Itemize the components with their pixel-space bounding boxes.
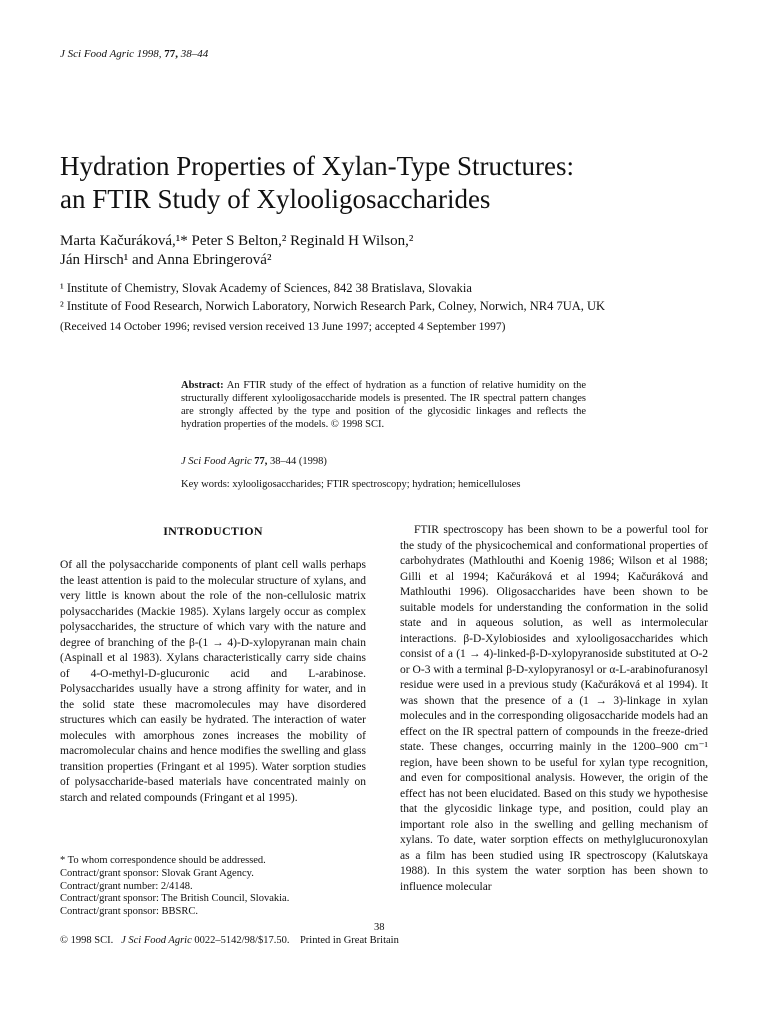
- authors-line-2: Ján Hirsch¹ and Anna Ebringerová²: [60, 252, 272, 268]
- affiliation-1: ¹ Institute of Chemistry, Slovak Academy of Sciences, 842 38 Bratislava, Slovakia: [60, 281, 472, 295]
- abstract-citation-volume: 77,: [254, 456, 268, 467]
- journal-name: J Sci Food Agric: [60, 48, 135, 60]
- abstract-text: An FTIR study of the effect of hydration as a function of relative humidity on the structurally different xylooligosaccharide models is presented. The IR spectral pattern changes are strongly affected by the type and position of the glycosidic linkages and reflects the hydration properties of the models. © 1998 SCI.: [181, 380, 586, 430]
- abstract-citation-journal: J Sci Food Agric: [181, 456, 252, 467]
- footer-copyright: © 1998 SCI.: [60, 935, 114, 946]
- footnote-4: Contract/grant sponsor: The British Council, Slovakia.: [60, 893, 290, 905]
- journal-reference: [60, 48, 208, 60]
- abstract-label: Abstract:: [181, 380, 224, 391]
- footnote-1: * To whom correspondence should be addressed.: [60, 855, 266, 866]
- footer-printed: Printed in Great Britain: [299, 935, 399, 946]
- affiliations: [60, 279, 740, 315]
- page-footer: [60, 935, 560, 946]
- footnote-5: Contract/grant sponsor: BBSRC.: [60, 906, 198, 918]
- author-list: [60, 232, 720, 270]
- abstract: [181, 379, 586, 431]
- affiliation-2: ² Institute of Food Research, Norwich Laboratory, Norwich Research Park, Colney, Norwich, NR4 7UA, UK: [60, 299, 606, 313]
- abstract-citation-pages: 38–44 (1998): [270, 456, 327, 467]
- received-dates: (Received 14 October 1996; revised version received 13 June 1997; accepted 4 September 1997): [60, 321, 506, 333]
- page-number: 38: [374, 922, 385, 933]
- footnotes: [60, 855, 370, 919]
- journal-pages: 38–44: [180, 48, 209, 60]
- abstract-citation: [181, 456, 327, 467]
- section-heading-introduction: INTRODUCTION: [163, 524, 263, 538]
- title-line-1: Hydration Properties of Xylan-Type Structures:: [60, 151, 574, 181]
- keywords: Key words: xylooligosaccharides; FTIR spectroscopy; hydration; hemicelluloses: [181, 479, 521, 490]
- footer-issn: 0022–5142/98/$17.50.: [194, 935, 290, 946]
- introduction-left-column: Of all the polysaccharide components of plant cell walls perhaps the least attention is paid to the molecular structure of xylans, and very little is known about the role of the non-cellulosic matrix polysaccharides (Mackie 1985). Xylans largely occur as complex polysaccharides, the structure of which vary with the nature and degree of branching of the β-(1 → 4)-D-xylopyranan main chain (Aspinall et al 1983). Xylans characteristically carry side chains of 4-O-methyl-D-glucuronic acid and L-arabinose. Polysaccharides usually have a strong affinity for water, and in the solid state these macromolecules may have disordered structures which can easily be hydrated. The interaction of water molecules with amorphous zones increases the mobility of macromolecular chains and hence modifies the swelling and glass transition properties (Fringant et al 1995). Water sorption studies of polysaccharide-based materials have concentrated mainly on starch and related compounds (Fringant et al 1995).: [60, 559, 366, 804]
- footnote-3: Contract/grant number: 2/4148.: [60, 880, 193, 892]
- footer-journal: J Sci Food Agric: [121, 935, 192, 946]
- journal-volume: 77,: [164, 48, 179, 60]
- footnote-2: Contract/grant sponsor: Slovak Grant Agency.: [60, 867, 254, 879]
- authors-line-1: Marta Kačuráková,¹* Peter S Belton,² Reginald H Wilson,²: [60, 233, 414, 249]
- title-line-2: an FTIR Study of Xylooligosaccharides: [60, 184, 491, 214]
- introduction-right-column: FTIR spectroscopy has been shown to be a powerful tool for the study of the physicochemical and conformational properties of carbohydrates (Mathlouthi and Koenig 1986; Wilson et al 1988; Gilli et al 1994; Kačuráková et al 1994; Kačuráková and Mathlouthi 1996). Oligosaccharides have been shown to be suitable models for understanding the conformation in the solid state and in aqueous solution, as well as intermolecular interactions. β-D-Xylobiosides and xylooligosaccharides which consist of a (1 → 4)-linked-β-D-xylopyranoside substituted at O-2 or O-3 with a terminal β-D-xylopyranosyl or α-L-arabinofuranosyl residue were used in a previous study (Kačuráková et al 1994). It was shown that the presence of a (1 → 3)-linkage in xylan molecules and in the corresponding oligosaccharide models had an effect on the IR spectral pattern of compounds in the freeze-dried state. These changes, occurring mainly in the 1200–900 cm⁻¹ region, have been shown to be useful for xylan type recognition, and even for compositional analysis. However, the origin of the effect has not been elucidated. Based on this study we hypothesise that the glycosidic linkage type, and position, could play an important role also in the swelling and gelling mechanism of xylans. To date, water sorption effects on methylglucuronoxylan as a film has been studied using IR spectroscopy (Kalutskaya 1988). In this system the water sorption has been shown to influence molecular: [400, 524, 708, 893]
- journal-year: 1998,: [136, 48, 162, 60]
- article-title: [60, 150, 720, 216]
